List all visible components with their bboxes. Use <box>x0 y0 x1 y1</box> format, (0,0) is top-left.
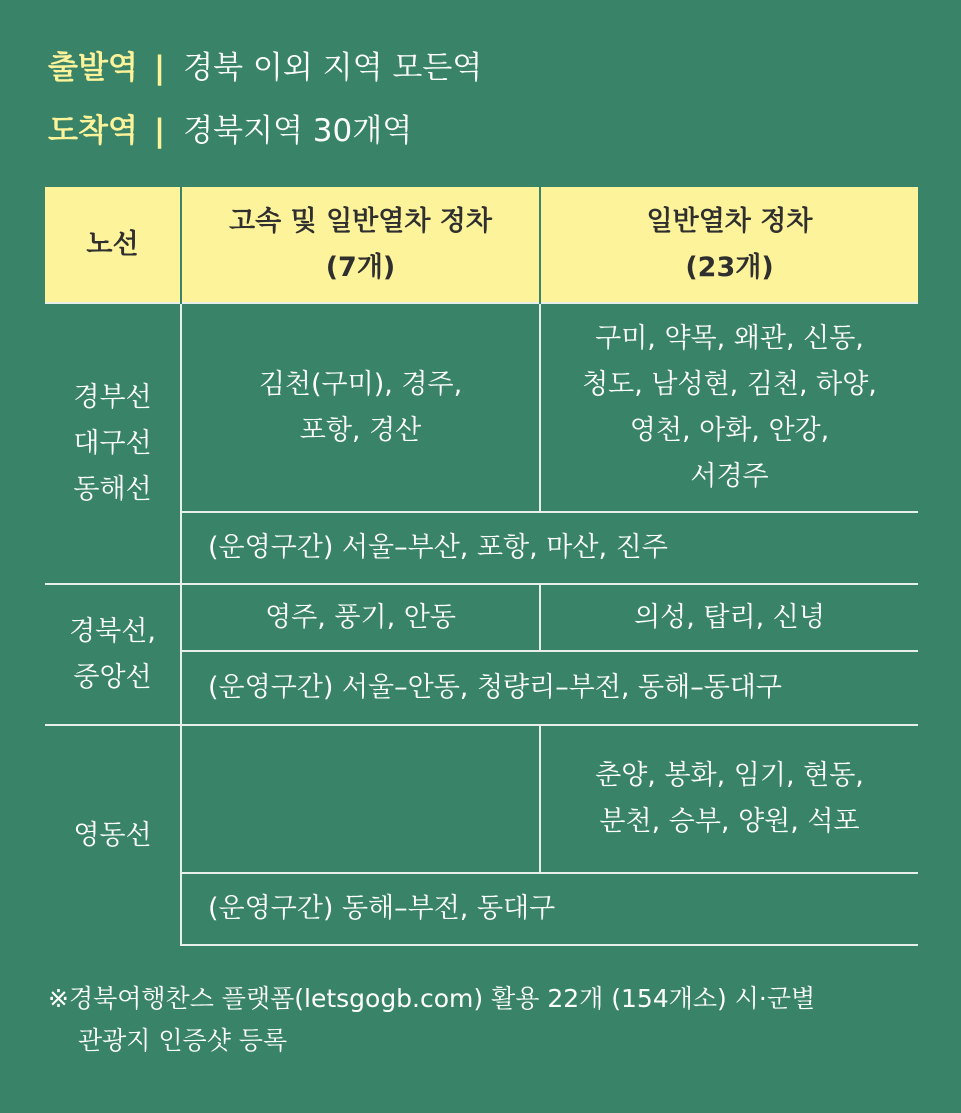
footnote-line-1: ※경북여행찬스 플랫폼(letsgogb.com) 활용 22개 (154개소) 시·군별 <box>48 984 816 1013</box>
route-name: 영동선 <box>45 725 181 945</box>
header-express-title: 고속 및 일반열차 정차 <box>229 205 492 237</box>
departure-info <box>48 48 482 88</box>
departure-value: 경북 이외 지역 모든역 <box>183 50 483 86</box>
departure-separator: | <box>153 50 166 86</box>
departure-label: 출발역 <box>48 50 138 86</box>
table-row <box>45 303 918 512</box>
arrival-info <box>48 111 412 151</box>
table-row <box>45 584 918 651</box>
operating-section: (운영구간) 서울–안동, 청량리–부전, 동해–동대구 <box>181 651 918 725</box>
arrival-separator: | <box>153 113 166 149</box>
route-name: 경북선, 중앙선 <box>45 584 181 725</box>
header-route: 노선 <box>45 187 181 303</box>
general-stations: 구미, 약목, 왜관, 신동, 청도, 남성현, 김천, 하양, 영천, 아화, 안강, 서경주 <box>540 303 918 512</box>
header-express-count: (7개) <box>325 251 396 283</box>
footnote <box>48 978 928 1062</box>
header-general-count: (23개) <box>685 251 774 283</box>
express-stations: 김천(구미), 경주, 포항, 경산 <box>181 303 540 512</box>
operating-section: (운영구간) 동해–부전, 동대구 <box>181 873 918 945</box>
table-header-row <box>45 187 918 303</box>
operating-section: (운영구간) 서울–부산, 포항, 마산, 진주 <box>181 512 918 584</box>
route-table <box>45 187 918 946</box>
express-stations: 영주, 풍기, 안동 <box>181 584 540 651</box>
general-stations: 춘양, 봉화, 임기, 현동, 분천, 승부, 양원, 석포 <box>540 725 918 873</box>
arrival-value: 경북지역 30개역 <box>183 113 413 149</box>
table-row <box>45 725 918 873</box>
footnote-line-2: 관광지 인증샷 등록 <box>78 1026 288 1055</box>
header-general-title: 일반열차 정차 <box>646 205 813 237</box>
route-name: 경부선 대구선 동해선 <box>45 303 181 584</box>
header-general <box>540 187 918 303</box>
general-stations: 의성, 탑리, 신녕 <box>540 584 918 651</box>
header-express <box>181 187 540 303</box>
express-stations <box>181 725 540 873</box>
arrival-label: 도착역 <box>48 113 138 149</box>
